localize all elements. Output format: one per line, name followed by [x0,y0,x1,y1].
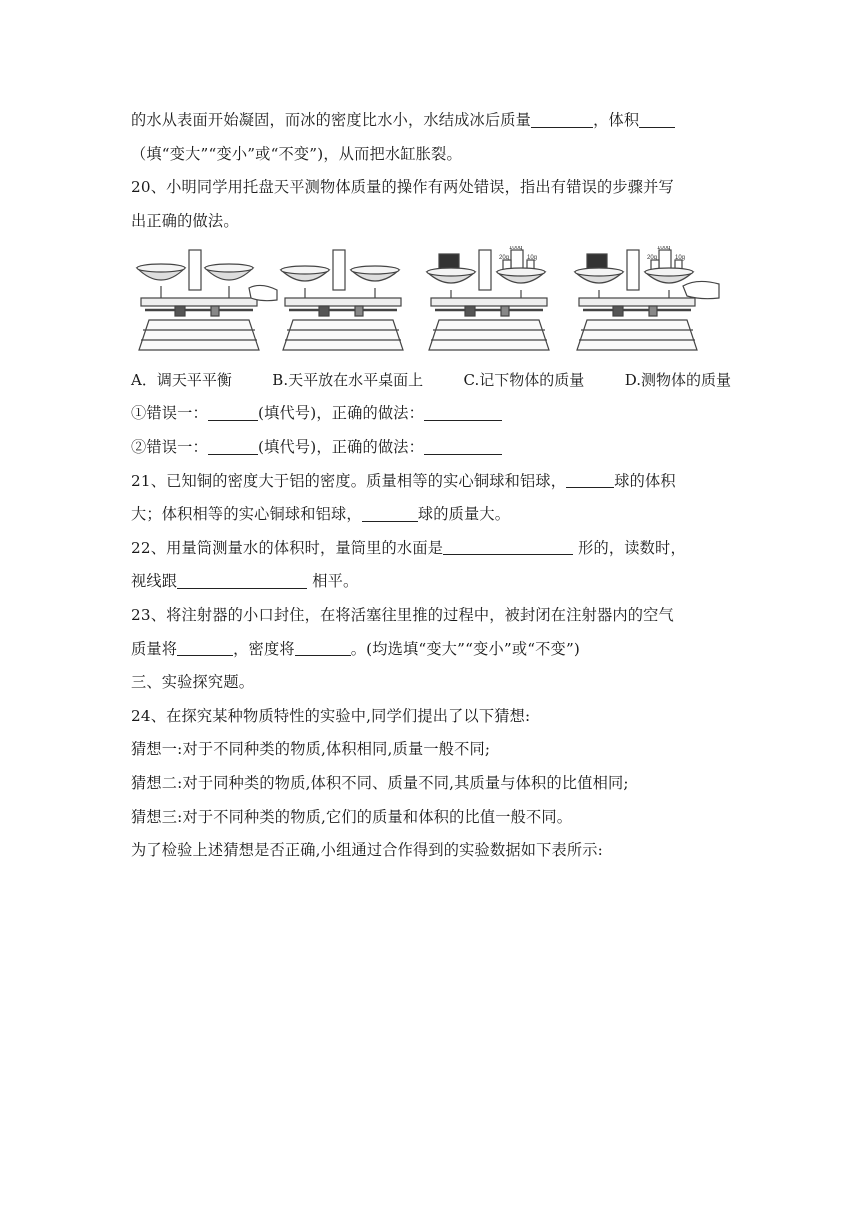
answer-blank [177,639,233,656]
text: 球的体积 [614,471,676,490]
balance-scale-c [425,246,575,362]
weight-label-20g: 20g [499,255,510,262]
weight-label-100g: 100g [509,246,523,252]
question-24-line: 24、在探究某种物质特性的实验中,同学们提出了以下猜想: [131,706,531,725]
answer-blank [443,539,573,556]
text: (填代号)，正确的做法： [257,404,425,423]
answer-blank [295,639,351,656]
text: 。(均选填“变大”“变小”或“不变”) [350,639,581,658]
question-23-line2 [131,633,731,667]
hypothesis-3: 猜想三:对于不同种类的物质,它们的质量和体积的比值一般不同。 [131,807,573,826]
text: 球的质量大。 [417,505,511,524]
answer-blank [208,438,258,455]
text: ，密度将 [233,639,295,658]
text: 22、用量筒测量水的体积时，量筒里的水面是 [131,538,444,557]
question-23-line1: 23、将注射器的小口封住，在将活塞往里推的过程中，被封闭在注射器内的空气 [131,605,674,624]
answer-blank [362,505,418,522]
text: ①错误一： [131,404,208,423]
text-line: （填“变大”“变小”或“不变”)，从而把水缸胀裂。 [131,144,462,163]
answer-blank [639,111,675,128]
text: 质量将 [131,639,178,658]
hypothesis-1: 猜想一:对于不同种类的物质,体积相同,质量一般不同; [131,740,491,759]
options-row [131,364,731,397]
text: 大；体积相等的实心铜球和铝球， [131,505,362,524]
answer-blank [566,471,614,488]
balance-scale-a [131,246,281,362]
text: 视线跟 [131,572,178,591]
text-line [131,104,731,138]
text: 形的，读数时， [573,538,686,557]
weight-label-20g: 20g [647,255,658,262]
answer-blank [177,572,307,589]
answer-blank [424,404,502,421]
option-d: D.测物体的质量 [624,371,731,390]
answer-blank [531,111,593,128]
hypothesis-2: 猜想二:对于同种类的物质,体积不同、质量不同,其质量与体积的比值相同; [131,773,629,792]
text: ②错误一： [131,437,208,456]
question-21-line2 [131,498,731,532]
text: (填代号)，正确的做法： [257,437,425,456]
answer-blank [208,404,258,421]
text: 21、已知铜的密度大于铝的密度。质量相等的实心铜球和铝球， [131,471,567,490]
weight-label-10g: 10g [527,255,538,262]
question-21-line1 [131,465,731,499]
question-20-line2: 出正确的做法。 [131,211,239,230]
table-intro-line: 为了检验上述猜想是否正确,小组通过合作得到的实验数据如下表所示: [131,841,603,860]
balance-scale-d [573,246,723,362]
weight-label-100g: 100g [657,246,671,252]
option-c: C.记下物体的质量 [463,371,585,390]
balance-illustrations [131,246,731,362]
question-22-line1 [131,532,731,566]
error-1-line [131,397,731,431]
document-page [131,104,731,868]
text: 相平。 [307,572,359,591]
balance-scale-b [279,246,429,362]
option-a: A．调天平平衡 [131,371,232,390]
question-20-line1: 20、小明同学用托盘天平测物体质量的操作有两处错误，指出有错误的步骤并写 [131,178,674,197]
question-22-line2 [131,565,731,599]
text: ，体积 [593,111,640,129]
answer-blank [424,438,502,455]
text: 的水从表面开始凝固，而冰的密度比水小，水结成冰后质量 [131,111,532,129]
section-3-heading: 三、实验探究题。 [131,673,255,692]
error-2-line [131,431,731,465]
option-b: B.天平放在水平桌面上 [272,371,424,390]
weight-label-10g: 10g [675,255,686,262]
